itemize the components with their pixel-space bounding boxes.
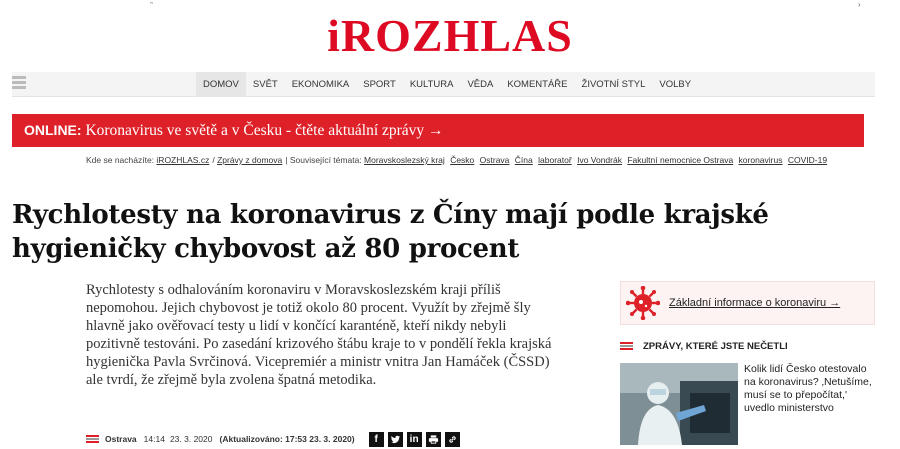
main-navigation	[12, 72, 875, 97]
nav-item-svet[interactable]: SVĚT	[252, 79, 278, 90]
top-edge-mark: ›	[858, 0, 861, 9]
coronavirus-info-box[interactable]	[620, 281, 875, 325]
breadcrumb-link-home[interactable]: iROZHLAS.cz	[156, 155, 210, 165]
topic-link[interactable]: COVID-19	[787, 155, 828, 165]
coronavirus-icon	[626, 286, 660, 320]
nav-item-domov[interactable]: DOMOV	[196, 72, 246, 97]
nav-item-ekonomika[interactable]: EKONOMIKA	[291, 79, 350, 90]
topic-link[interactable]: Česko	[450, 155, 475, 165]
link-icon[interactable]	[445, 432, 460, 447]
article-date: 23. 3. 2020	[169, 434, 213, 444]
topics-label: Související témata:	[289, 155, 362, 165]
nav-item-veda[interactable]: VĚDA	[467, 79, 494, 90]
topic-link[interactable]: laboratoř	[538, 155, 572, 165]
facebook-icon[interactable]: f	[369, 432, 384, 447]
topic-link[interactable]: Ostrava	[479, 155, 510, 165]
live-news-banner[interactable]	[12, 114, 864, 147]
topic-link[interactable]: Ivo Vondrák	[577, 155, 622, 165]
nav-item-komentare[interactable]: KOMENTÁŘE	[507, 79, 568, 90]
menu-icon[interactable]	[12, 76, 26, 92]
info-box-label: Základní informace o koronaviru →	[669, 297, 841, 309]
region-flag-icon	[86, 435, 99, 444]
top-edge-mark: ᵔ	[150, 0, 154, 9]
topic-link[interactable]: koronavirus	[738, 155, 783, 165]
article-meta	[86, 431, 464, 447]
teaser-text[interactable]: Kolik lidí Česko otestovalo na koronavirus? ‚Netušíme, musí se to přepočítat,' uvedlo ministerstvo	[744, 363, 872, 414]
section-flag-icon	[620, 342, 633, 351]
topic-link[interactable]: Moravskoslezský kraj	[364, 155, 445, 165]
banner-label: ONLINE:	[24, 122, 82, 138]
print-icon[interactable]	[426, 432, 441, 447]
teaser-image[interactable]	[620, 363, 738, 445]
banner-text: Koronavirus ve světě a v Česku - čtěte aktuální zprávy →	[85, 122, 444, 139]
unread-news-heading	[620, 341, 788, 352]
breadcrumb-prefix: Kde se nacházíte:	[86, 155, 155, 165]
topic-link[interactable]: Čína	[514, 155, 533, 165]
nav-item-zivotni-styl[interactable]: ŽIVOTNÍ STYL	[581, 79, 646, 90]
article-place[interactable]: Ostrava	[105, 434, 137, 444]
article-updated: (Aktualizováno: 17:53 23. 3. 2020)	[219, 434, 355, 444]
topic-link[interactable]: Fakultní nemocnice Ostrava	[627, 155, 734, 165]
article-title: Rychlotesty na koronavirus z Číny mají podle krajské hygieničky chybovost až 80 procent	[12, 200, 769, 264]
twitter-icon[interactable]	[388, 432, 403, 447]
nav-item-volby[interactable]: VOLBY	[659, 79, 692, 90]
article-perex: Rychlotesty s odhalováním koronaviru v Moravskoslezském kraji příliš nepomohou. Jejich chybovost je totiž okolo 80 procent. Využít by zřejmě šly hlavně jako ověřovací testy u lidí v končící karanténě, kteří nikdy nebyli pozitivně testováni. Po zasedání krizového štábu kraje to v pondělí řekla krajská hygienička Pavla Svrčinová. Vicepremiér a ministr vnitra Jan Hamáček (ČSSD) ale tvrdí, že zřejmě byla zvolena špatná metodika.	[86, 282, 552, 388]
article-time: 14:14	[143, 434, 165, 444]
unread-news-title: ZPRÁVY, KTERÉ JSTE NEČETLI	[643, 341, 788, 352]
nav-item-sport[interactable]: SPORT	[363, 79, 396, 90]
breadcrumb: Kde se nacházíte: iROZHLAS.cz / Zprávy z domova | Související témata: Moravskoslezský kraj Česko Ostrava Čína laboratoř Ivo Vondrák Fakultní nemocnice Ostrava koronavirus COVID-19	[86, 155, 828, 165]
medical-worker-photo	[620, 363, 738, 445]
share-buttons	[369, 432, 464, 447]
nav-item-kultura[interactable]: KULTURA	[409, 79, 454, 90]
site-logo[interactable]: iROZHLAS	[327, 10, 573, 61]
breadcrumb-link-section[interactable]: Zprávy z domova	[217, 155, 283, 165]
linkedin-icon[interactable]: in	[407, 432, 422, 447]
nav-items	[196, 72, 698, 97]
